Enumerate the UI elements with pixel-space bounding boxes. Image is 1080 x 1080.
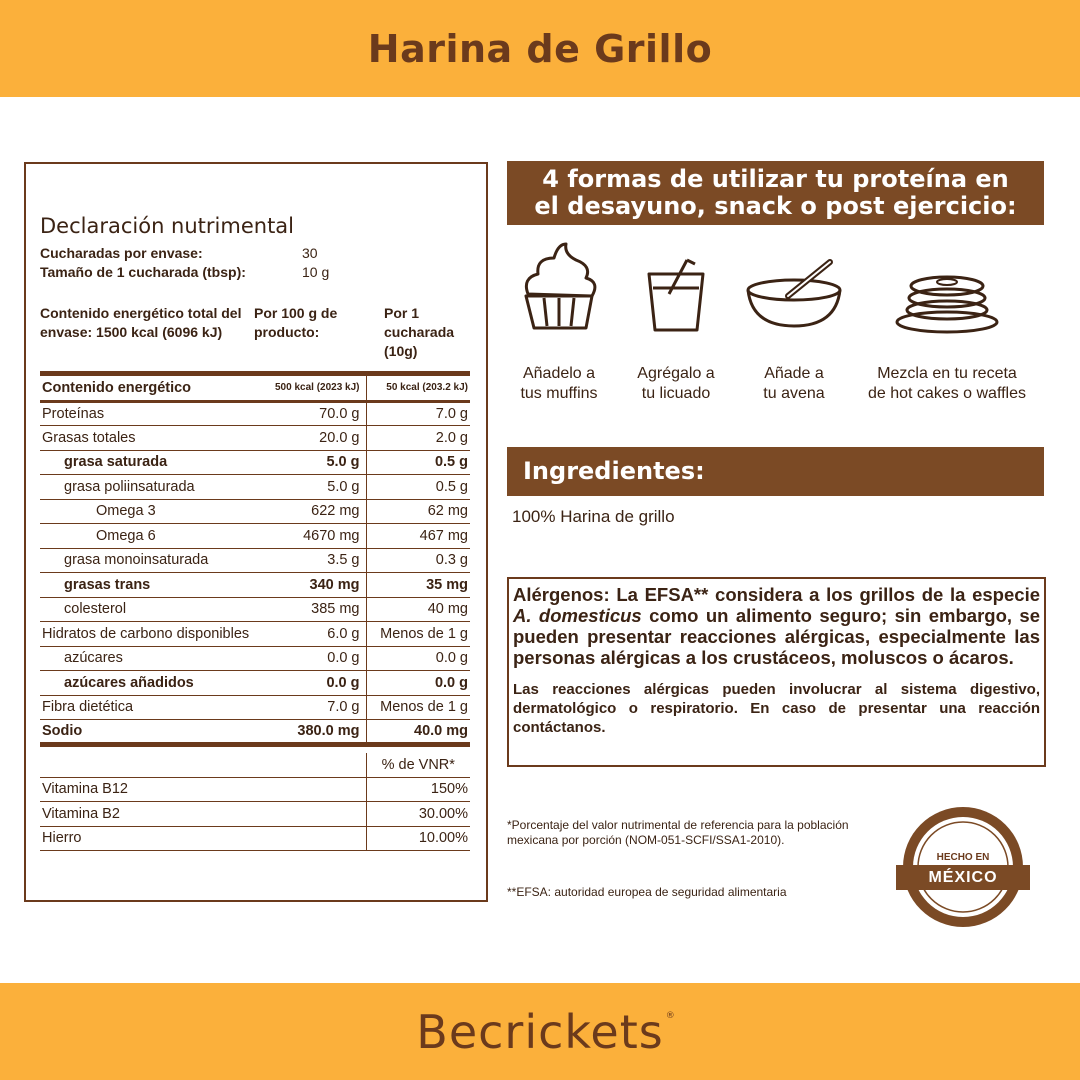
row-value-serving: 0.5 g bbox=[366, 450, 470, 475]
row-label: Sodio bbox=[40, 720, 260, 745]
table-row bbox=[40, 499, 470, 524]
use-item-muffins bbox=[507, 238, 611, 404]
table-row bbox=[40, 548, 470, 573]
row-label: Contenido energético bbox=[40, 376, 260, 401]
vitamin-label: Vitamina B2 bbox=[40, 802, 366, 827]
nutrition-table bbox=[40, 376, 470, 747]
table-row bbox=[40, 401, 470, 426]
footer-bar bbox=[0, 983, 1080, 1080]
use-line1: Mezcla en tu receta bbox=[877, 365, 1017, 382]
table-row bbox=[40, 720, 470, 745]
allergens-text-a: Alérgenos: La EFSA** considera a los grillos de la especie bbox=[513, 584, 1040, 605]
row-value-100g: 7.0 g bbox=[260, 695, 366, 720]
header-bar bbox=[0, 0, 1080, 97]
row-value-100g: 3.5 g bbox=[260, 548, 366, 573]
row-label: grasa poliinsaturada bbox=[40, 475, 260, 500]
seal-line2: MÉXICO bbox=[896, 865, 1030, 890]
nutrition-title: Declaración nutrimental bbox=[40, 214, 294, 238]
use-line2: tus muffins bbox=[520, 385, 598, 402]
glass-icon bbox=[631, 238, 721, 334]
row-value-100g: 20.0 g bbox=[260, 426, 366, 451]
use-line2: de hot cakes o waffles bbox=[867, 385, 1027, 402]
size-row bbox=[40, 263, 470, 282]
table-row bbox=[40, 646, 470, 671]
row-value-serving: 0.0 g bbox=[366, 646, 470, 671]
use-line2: tu licuado bbox=[641, 385, 711, 402]
brand-name: Becrickets bbox=[416, 1004, 664, 1059]
vnr-footnote: *Porcentaje del valor nutrimental de referencia para la población mexicana por porción (NOM-051-SCFI/SSA1-2010). bbox=[507, 818, 849, 847]
row-value-serving: 50 kcal (203.2 kJ) bbox=[366, 376, 470, 401]
row-value-serving: Menos de 1 g bbox=[366, 695, 470, 720]
use-item-licuado bbox=[624, 238, 728, 404]
page-title: Harina de Grillo bbox=[367, 26, 713, 71]
row-value-100g: 6.0 g bbox=[260, 622, 366, 647]
registered-mark: ® bbox=[665, 1010, 676, 1021]
table-row bbox=[40, 524, 470, 549]
row-value-100g: 70.0 g bbox=[260, 401, 366, 426]
vitamin-value: 150% bbox=[366, 777, 470, 802]
nutrition-panel bbox=[24, 162, 488, 902]
servings-row bbox=[40, 244, 470, 263]
row-label: Omega 6 bbox=[40, 524, 260, 549]
row-value-100g: 385 mg bbox=[260, 597, 366, 622]
servings-value: 30 bbox=[302, 245, 318, 261]
allergens-reactions: Las reacciones alérgicas pueden involucrar al sistema digestivo, dermatológico o respiratorio. En caso de presentar una reacción contáctanos. bbox=[513, 681, 1040, 736]
row-value-100g: 4670 mg bbox=[260, 524, 366, 549]
seal-line1: HECHO EN bbox=[936, 852, 990, 863]
use-item-avena bbox=[742, 238, 846, 404]
row-label: azúcares bbox=[40, 646, 260, 671]
allergens-species: A. domesticus bbox=[513, 605, 642, 626]
energy-total-label: Contenido energético total del envase: 1500 kcal (6096 kJ) bbox=[40, 305, 242, 340]
vitamins-table bbox=[40, 753, 470, 852]
energy-header bbox=[40, 304, 470, 361]
use-line1: Añade a bbox=[764, 365, 824, 382]
table-row bbox=[40, 802, 470, 827]
row-label: grasa monoinsaturada bbox=[40, 548, 260, 573]
allergens-box bbox=[507, 577, 1046, 767]
use-line1: Añadelo a bbox=[522, 365, 596, 382]
row-label: grasa saturada bbox=[40, 450, 260, 475]
vnr-spacer bbox=[40, 753, 366, 778]
row-value-100g: 500 kcal (2023 kJ) bbox=[260, 376, 366, 401]
row-value-100g: 0.0 g bbox=[260, 671, 366, 696]
row-value-serving: 0.3 g bbox=[366, 548, 470, 573]
row-label: grasas trans bbox=[40, 573, 260, 598]
row-label: Omega 3 bbox=[40, 499, 260, 524]
allergens-text-b: como un alimento seguro; sin embargo, se pueden presentar reacciones alérgicas, especialmente las personas alérgicas a los crustáceos, moluscos o ácaros. bbox=[513, 605, 1040, 668]
row-value-serving: 0.5 g bbox=[366, 475, 470, 500]
row-label: Proteínas bbox=[40, 401, 260, 426]
row-label: colesterol bbox=[40, 597, 260, 622]
row-label: Hidratos de carbono disponibles bbox=[40, 622, 260, 647]
per100-label: Por 100 g de producto: bbox=[254, 305, 338, 340]
table-row bbox=[40, 777, 470, 802]
use-item-hotcakes bbox=[855, 238, 1039, 404]
table-row bbox=[40, 450, 470, 475]
made-in-mexico-seal bbox=[894, 805, 1032, 929]
table-row bbox=[40, 671, 470, 696]
vitamin-value: 10.00% bbox=[366, 826, 470, 851]
row-label: Fibra dietética bbox=[40, 695, 260, 720]
table-row bbox=[40, 622, 470, 647]
table-row bbox=[40, 573, 470, 598]
uses-banner bbox=[507, 161, 1044, 225]
row-value-serving: 35 mg bbox=[366, 573, 470, 598]
row-value-100g: 380.0 mg bbox=[260, 720, 366, 745]
uses-row bbox=[507, 238, 1044, 418]
table-row bbox=[40, 426, 470, 451]
row-value-100g: 622 mg bbox=[260, 499, 366, 524]
row-value-serving: 0.0 g bbox=[366, 671, 470, 696]
ingredients-banner: Ingredientes: bbox=[507, 447, 1044, 496]
use-line2: tu avena bbox=[763, 385, 825, 402]
size-value: 10 g bbox=[302, 264, 330, 280]
row-value-serving: 40 mg bbox=[366, 597, 470, 622]
vitamin-label: Hierro bbox=[40, 826, 366, 851]
row-value-serving: 62 mg bbox=[366, 499, 470, 524]
row-value-serving: 40.0 mg bbox=[366, 720, 470, 745]
table-row bbox=[40, 475, 470, 500]
row-value-serving: 467 mg bbox=[366, 524, 470, 549]
row-value-serving: 2.0 g bbox=[366, 426, 470, 451]
efsa-footnote: **EFSA: autoridad europea de seguridad alimentaria bbox=[507, 885, 787, 899]
brand-logo bbox=[416, 1004, 676, 1059]
uses-banner-line1: 4 formas de utilizar tu proteína en bbox=[542, 165, 1009, 193]
muffin-icon bbox=[514, 238, 604, 334]
bowl-icon bbox=[744, 238, 844, 334]
vitamin-label: Vitamina B12 bbox=[40, 777, 366, 802]
row-value-100g: 340 mg bbox=[260, 573, 366, 598]
row-value-100g: 0.0 g bbox=[260, 646, 366, 671]
ingredients-text: 100% Harina de grillo bbox=[512, 507, 675, 526]
size-label: Tamaño de 1 cucharada (tbsp): bbox=[40, 264, 246, 280]
table-row bbox=[40, 826, 470, 851]
pancakes-icon bbox=[892, 238, 1002, 334]
allergens-text bbox=[513, 584, 1040, 668]
uses-banner-line2: el desayuno, snack o post ejercicio: bbox=[534, 192, 1017, 220]
use-line1: Agrégalo a bbox=[637, 365, 715, 382]
vnr-header: % de VNR* bbox=[366, 753, 470, 778]
row-label: azúcares añadidos bbox=[40, 671, 260, 696]
vitamin-value: 30.00% bbox=[366, 802, 470, 827]
row-value-100g: 5.0 g bbox=[260, 450, 366, 475]
servings-label: Cucharadas por envase: bbox=[40, 245, 203, 261]
table-row bbox=[40, 376, 470, 401]
row-value-serving: 7.0 g bbox=[366, 401, 470, 426]
table-row bbox=[40, 597, 470, 622]
table-row bbox=[40, 695, 470, 720]
table-row bbox=[40, 753, 470, 778]
row-value-serving: Menos de 1 g bbox=[366, 622, 470, 647]
per1-label: Por 1 cucharada (10g) bbox=[384, 305, 455, 359]
row-value-100g: 5.0 g bbox=[260, 475, 366, 500]
row-label: Grasas totales bbox=[40, 426, 260, 451]
